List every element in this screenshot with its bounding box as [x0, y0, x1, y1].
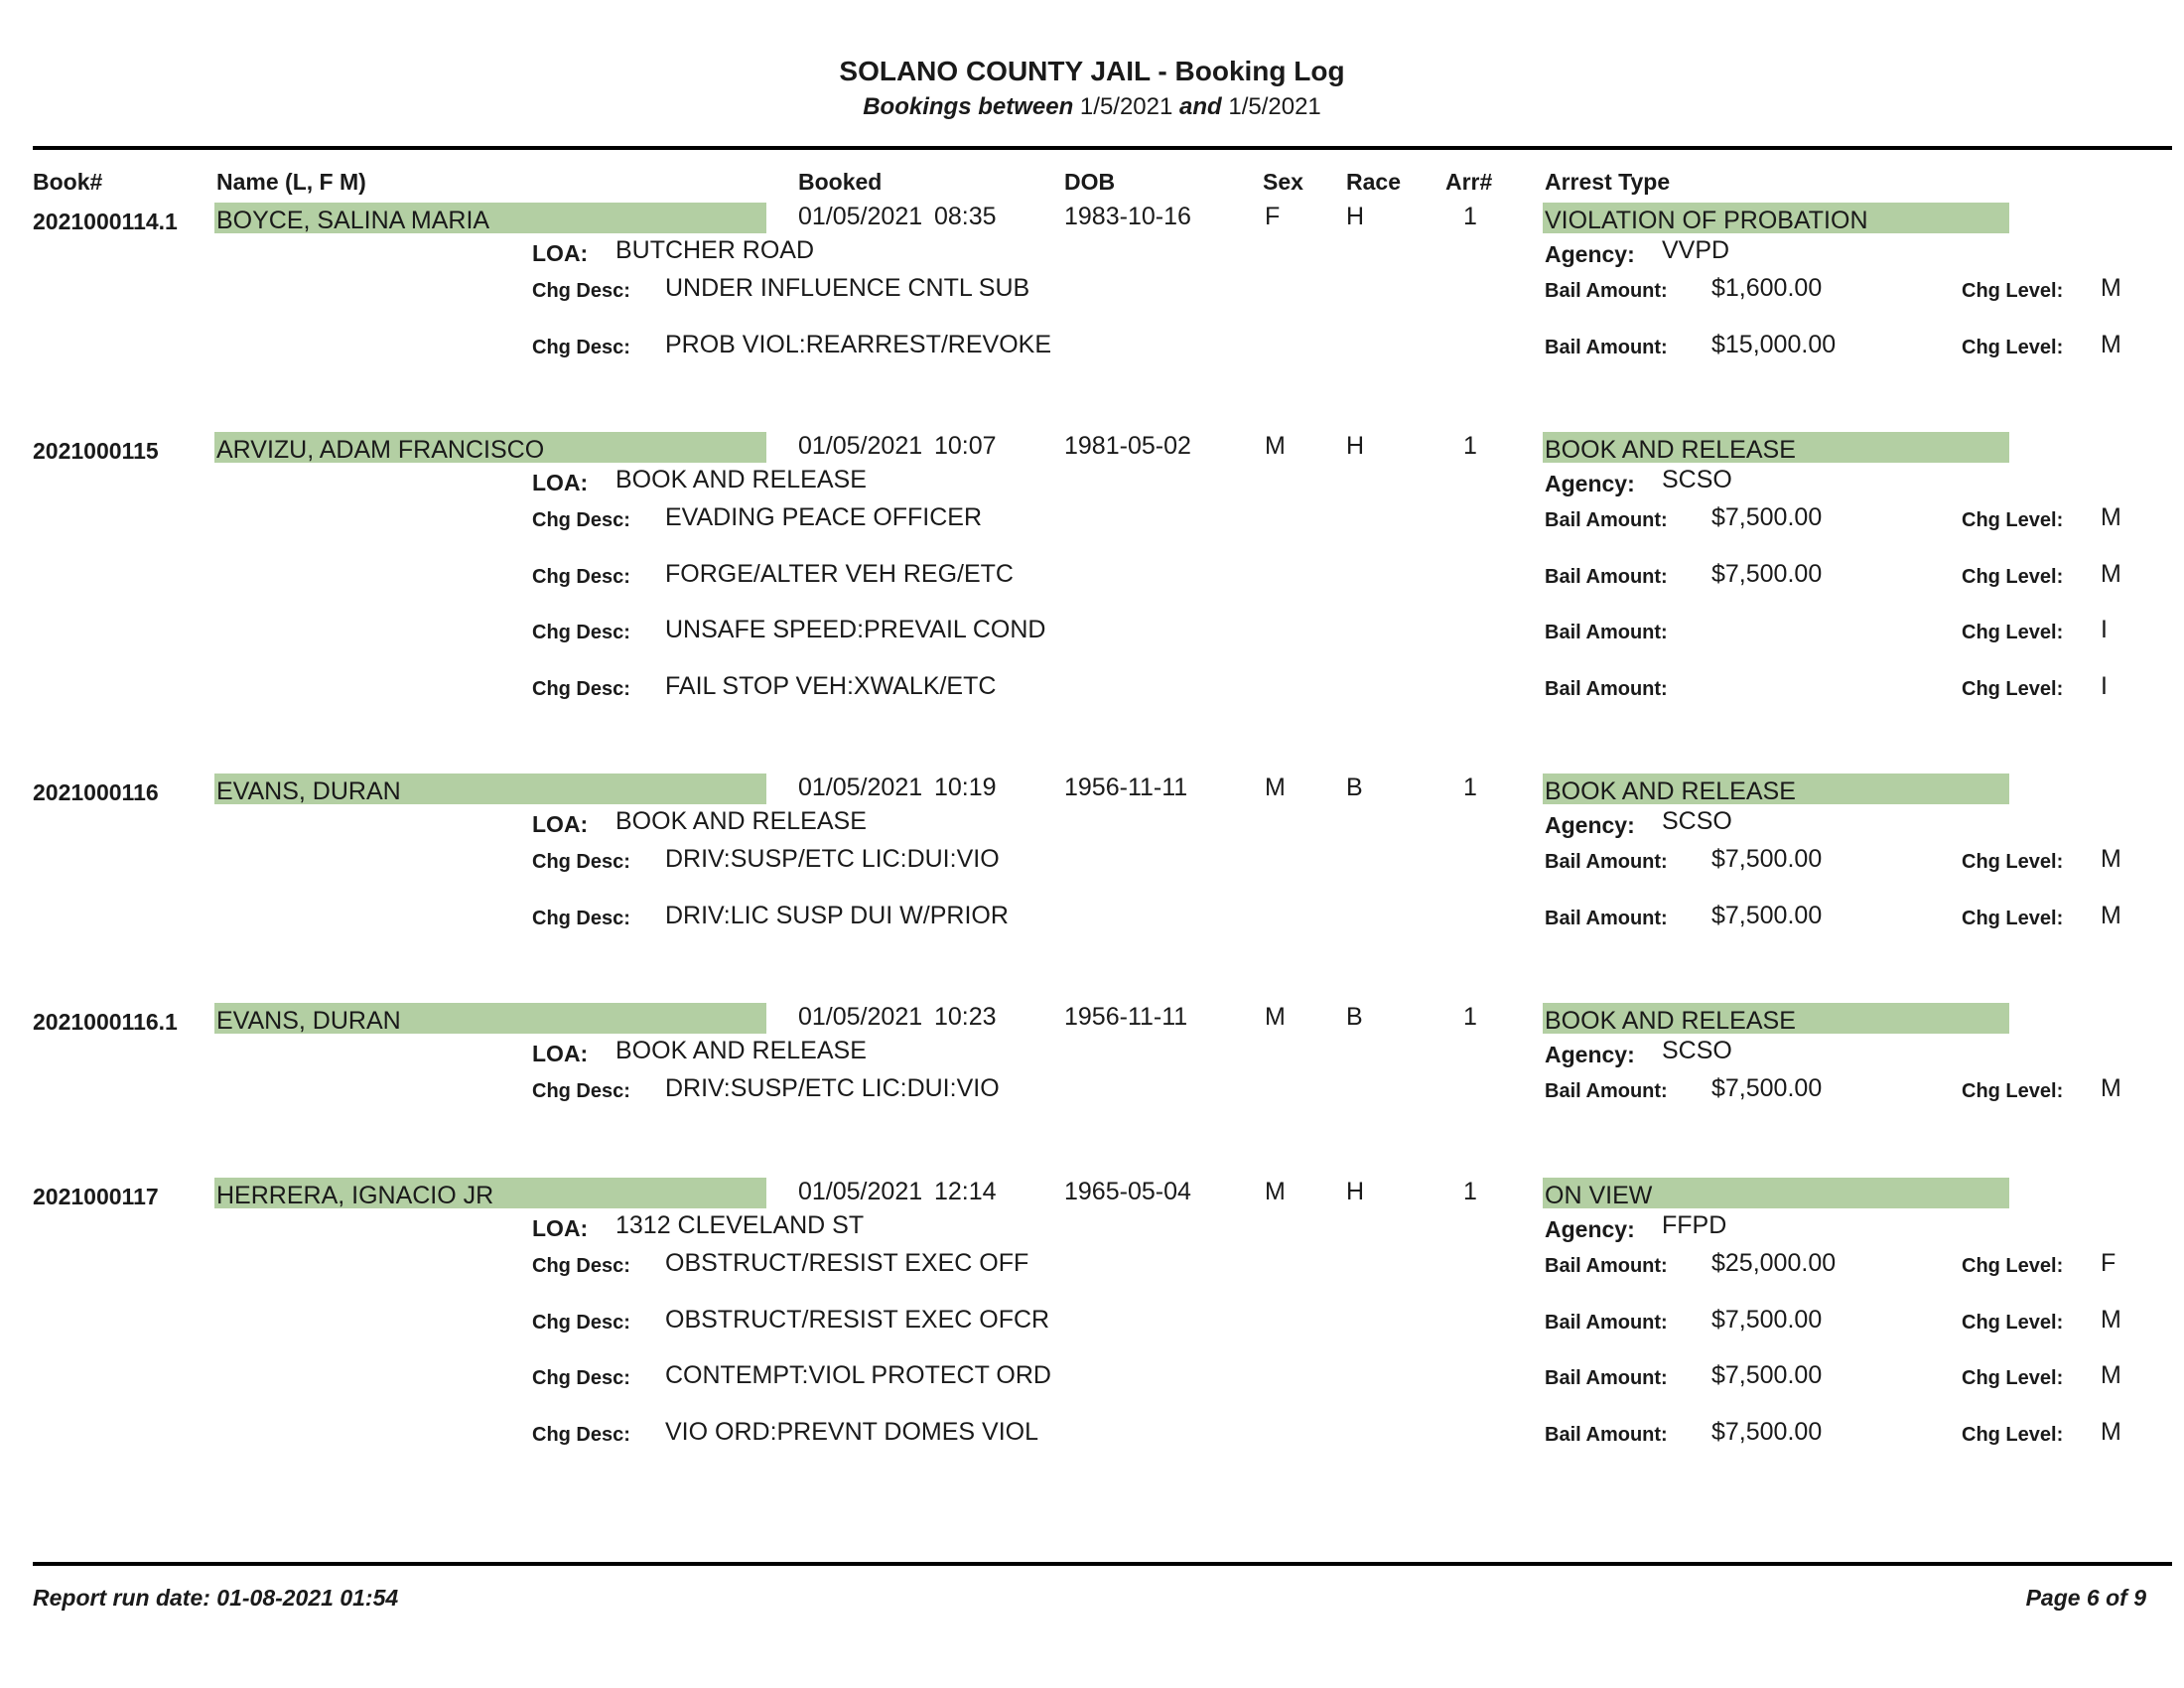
- page-number: Page 6 of 9: [2025, 1585, 2146, 1611]
- charge-description: DRIV:SUSP/ETC LIC:DUI:VIO: [665, 1074, 1000, 1102]
- bail-amount-label: Bail Amount:: [1545, 1367, 1668, 1389]
- inmate-name: EVANS, DURAN: [216, 1007, 401, 1035]
- booked-date: 01/05/2021: [798, 774, 923, 801]
- bail-amount-label: Bail Amount:: [1545, 851, 1668, 873]
- chg-desc-label: Chg Desc:: [532, 1367, 630, 1389]
- book-number: 2021000115: [33, 438, 159, 464]
- bail-amount-label: Bail Amount:: [1545, 280, 1668, 302]
- report-run-date: Report run date: 01-08-2021 01:54: [33, 1585, 399, 1611]
- bail-amount: $7,500.00: [1711, 1306, 1823, 1334]
- charge-description: DRIV:LIC SUSP DUI W/PRIOR: [665, 902, 1009, 929]
- chg-level-label: Chg Level:: [1962, 337, 2064, 358]
- footer-divider: [33, 1562, 2172, 1566]
- bail-amount-label: Bail Amount:: [1545, 908, 1668, 929]
- booked-time: 10:23: [934, 1003, 997, 1031]
- chg-level-label: Chg Level:: [1962, 280, 2064, 302]
- chg-level-label: Chg Level:: [1962, 678, 2064, 700]
- chg-desc-label: Chg Desc:: [532, 1255, 630, 1277]
- booked-time: 12:14: [934, 1178, 997, 1205]
- arrest-number: 1: [1463, 203, 1477, 230]
- race: B: [1346, 774, 1363, 801]
- arrest-number: 1: [1463, 774, 1477, 801]
- chg-desc-label: Chg Desc:: [532, 280, 630, 302]
- arrest-number: 1: [1463, 432, 1477, 460]
- agency-value: FFPD: [1662, 1211, 1727, 1239]
- charge-level: I: [2101, 672, 2108, 700]
- chg-desc-label: Chg Desc:: [532, 908, 630, 929]
- arrest-type: BOOK AND RELEASE: [1545, 1007, 1796, 1035]
- col-header-book: Book#: [33, 169, 103, 195]
- charge-level: I: [2101, 616, 2108, 643]
- chg-desc-label: Chg Desc:: [532, 622, 630, 643]
- book-number: 2021000114.1: [33, 209, 178, 234]
- charge-description: CONTEMPT:VIOL PROTECT ORD: [665, 1361, 1051, 1389]
- loa-label: LOA:: [532, 470, 589, 495]
- charge-description: FAIL STOP VEH:XWALK/ETC: [665, 672, 997, 700]
- booked-date: 01/05/2021: [798, 203, 923, 230]
- dob: 1956-11-11: [1064, 1003, 1188, 1031]
- dob: 1981-05-02: [1064, 432, 1191, 460]
- date-to: 1/5/2021: [1228, 93, 1321, 120]
- booked-time: 08:35: [934, 203, 997, 230]
- loa-label: LOA:: [532, 811, 589, 837]
- charge-description: PROB VIOL:REARREST/REVOKE: [665, 331, 1051, 358]
- charge-level: M: [2101, 1361, 2121, 1389]
- bail-amount: $7,500.00: [1711, 1361, 1823, 1389]
- bail-amount-label: Bail Amount:: [1545, 1255, 1668, 1277]
- arrest-type-highlight: [1543, 1003, 2009, 1034]
- col-header-booked: Booked: [798, 169, 883, 195]
- race: H: [1346, 432, 1365, 460]
- sex: M: [1265, 1003, 1286, 1031]
- chg-level-label: Chg Level:: [1962, 1255, 2064, 1277]
- arrest-type-highlight: [1543, 774, 2009, 804]
- chg-level-label: Chg Level:: [1962, 851, 2064, 873]
- agency-label: Agency:: [1545, 1042, 1635, 1067]
- bail-amount: $25,000.00: [1711, 1249, 1837, 1277]
- loa-label: LOA:: [532, 1215, 589, 1241]
- charge-level: M: [2101, 274, 2121, 302]
- agency-value: SCSO: [1662, 807, 1732, 835]
- chg-desc-label: Chg Desc:: [532, 851, 630, 873]
- chg-desc-label: Chg Desc:: [532, 1080, 630, 1102]
- bail-amount: $7,500.00: [1711, 845, 1823, 873]
- loa-value: 1312 CLEVELAND ST: [615, 1211, 865, 1239]
- loa-label: LOA:: [532, 240, 589, 266]
- bail-amount: $7,500.00: [1711, 1418, 1823, 1446]
- arrest-type-highlight: [1543, 1178, 2009, 1208]
- race: H: [1346, 203, 1365, 230]
- loa-value: BUTCHER ROAD: [615, 236, 815, 264]
- bail-amount-label: Bail Amount:: [1545, 1080, 1668, 1102]
- chg-level-label: Chg Level:: [1962, 1424, 2064, 1446]
- bail-amount: $7,500.00: [1711, 1074, 1823, 1102]
- charge-level: M: [2101, 902, 2121, 929]
- sex: M: [1265, 774, 1286, 801]
- charge-description: OBSTRUCT/RESIST EXEC OFCR: [665, 1306, 1050, 1334]
- charge-level: M: [2101, 845, 2121, 873]
- inmate-name: EVANS, DURAN: [216, 777, 401, 805]
- col-header-race: Race: [1346, 169, 1401, 195]
- chg-level-label: Chg Level:: [1962, 1312, 2064, 1334]
- chg-desc-label: Chg Desc:: [532, 1312, 630, 1334]
- charge-level: M: [2101, 331, 2121, 358]
- loa-value: BOOK AND RELEASE: [615, 1037, 867, 1064]
- charge-level: F: [2101, 1249, 2116, 1277]
- book-number: 2021000116.1: [33, 1009, 178, 1035]
- chg-desc-label: Chg Desc:: [532, 678, 630, 700]
- book-number: 2021000117: [33, 1184, 159, 1209]
- report-subtitle: [0, 93, 2184, 121]
- agency-value: SCSO: [1662, 1037, 1732, 1064]
- bail-amount: $15,000.00: [1711, 331, 1837, 358]
- chg-level-label: Chg Level:: [1962, 566, 2064, 588]
- loa-value: BOOK AND RELEASE: [615, 807, 867, 835]
- chg-desc-label: Chg Desc:: [532, 337, 630, 358]
- chg-desc-label: Chg Desc:: [532, 509, 630, 531]
- charge-description: UNDER INFLUENCE CNTL SUB: [665, 274, 1030, 302]
- inmate-name: BOYCE, SALINA MARIA: [216, 207, 490, 234]
- chg-level-label: Chg Level:: [1962, 1367, 2064, 1389]
- bail-amount-label: Bail Amount:: [1545, 566, 1668, 588]
- chg-desc-label: Chg Desc:: [532, 1424, 630, 1446]
- loa-label: LOA:: [532, 1041, 589, 1066]
- charge-level: M: [2101, 503, 2121, 531]
- chg-level-label: Chg Level:: [1962, 509, 2064, 531]
- sex: M: [1265, 1178, 1286, 1205]
- charge-description: FORGE/ALTER VEH REG/ETC: [665, 560, 1014, 588]
- agency-value: SCSO: [1662, 466, 1732, 493]
- book-number: 2021000116: [33, 779, 159, 805]
- charge-description: DRIV:SUSP/ETC LIC:DUI:VIO: [665, 845, 1000, 873]
- subtitle-and: and: [1179, 93, 1222, 120]
- charge-level: M: [2101, 560, 2121, 588]
- charge-description: VIO ORD:PREVNT DOMES VIOL: [665, 1418, 1039, 1446]
- dob: 1965-05-04: [1064, 1178, 1191, 1205]
- charge-level: M: [2101, 1306, 2121, 1334]
- sex: M: [1265, 432, 1286, 460]
- col-header-dob: DOB: [1064, 169, 1116, 195]
- sex: F: [1265, 203, 1281, 230]
- arrest-type-highlight: [1543, 432, 2009, 463]
- charge-description: EVADING PEACE OFFICER: [665, 503, 983, 531]
- bail-amount-label: Bail Amount:: [1545, 1424, 1668, 1446]
- bail-amount-label: Bail Amount:: [1545, 678, 1668, 700]
- col-header-sex: Sex: [1263, 169, 1303, 195]
- arrest-number: 1: [1463, 1178, 1477, 1205]
- charge-description: OBSTRUCT/RESIST EXEC OFF: [665, 1249, 1029, 1277]
- col-header-name: Name (L, F M): [216, 169, 366, 195]
- col-header-arrest-type: Arrest Type: [1545, 169, 1671, 195]
- report-title: SOLANO COUNTY JAIL - Booking Log: [839, 56, 1345, 86]
- loa-value: BOOK AND RELEASE: [615, 466, 867, 493]
- charge-level: M: [2101, 1418, 2121, 1446]
- race: H: [1346, 1178, 1365, 1205]
- agency-label: Agency:: [1545, 471, 1635, 496]
- dob: 1983-10-16: [1064, 203, 1191, 230]
- agency-label: Agency:: [1545, 241, 1635, 267]
- date-from: 1/5/2021: [1079, 93, 1173, 120]
- dob: 1956-11-11: [1064, 774, 1188, 801]
- arrest-type: VIOLATION OF PROBATION: [1545, 207, 1868, 234]
- arrest-number: 1: [1463, 1003, 1477, 1031]
- col-header-arr: Arr#: [1445, 169, 1493, 195]
- arrest-type: BOOK AND RELEASE: [1545, 777, 1796, 805]
- subtitle-prefix: Bookings between: [863, 93, 1074, 120]
- arrest-type: BOOK AND RELEASE: [1545, 436, 1796, 464]
- agency-value: VVPD: [1662, 236, 1730, 264]
- chg-level-label: Chg Level:: [1962, 908, 2064, 929]
- bail-amount-label: Bail Amount:: [1545, 622, 1668, 643]
- bail-amount: $7,500.00: [1711, 560, 1823, 588]
- header-divider: [33, 146, 2172, 150]
- bail-amount: $7,500.00: [1711, 902, 1823, 929]
- booked-time: 10:07: [934, 432, 997, 460]
- bail-amount: $7,500.00: [1711, 503, 1823, 531]
- race: B: [1346, 1003, 1363, 1031]
- bail-amount-label: Bail Amount:: [1545, 509, 1668, 531]
- agency-label: Agency:: [1545, 1216, 1635, 1242]
- inmate-name-highlight: [214, 1178, 766, 1208]
- booked-time: 10:19: [934, 774, 997, 801]
- bail-amount-label: Bail Amount:: [1545, 1312, 1668, 1334]
- arrest-type: ON VIEW: [1545, 1182, 1653, 1209]
- chg-level-label: Chg Level:: [1962, 622, 2064, 643]
- bail-amount: $1,600.00: [1711, 274, 1823, 302]
- chg-desc-label: Chg Desc:: [532, 566, 630, 588]
- inmate-name: HERRERA, IGNACIO JR: [216, 1182, 494, 1209]
- inmate-name-highlight: [214, 432, 766, 463]
- bail-amount-label: Bail Amount:: [1545, 337, 1668, 358]
- chg-level-label: Chg Level:: [1962, 1080, 2064, 1102]
- arrest-type-highlight: [1543, 203, 2009, 233]
- inmate-name-highlight: [214, 203, 766, 233]
- inmate-name-highlight: [214, 1003, 766, 1034]
- agency-label: Agency:: [1545, 812, 1635, 838]
- inmate-name-highlight: [214, 774, 766, 804]
- inmate-name: ARVIZU, ADAM FRANCISCO: [216, 436, 545, 464]
- charge-description: UNSAFE SPEED:PREVAIL COND: [665, 616, 1046, 643]
- booked-date: 01/05/2021: [798, 1178, 923, 1205]
- booked-date: 01/05/2021: [798, 432, 923, 460]
- booked-date: 01/05/2021: [798, 1003, 923, 1031]
- charge-level: M: [2101, 1074, 2121, 1102]
